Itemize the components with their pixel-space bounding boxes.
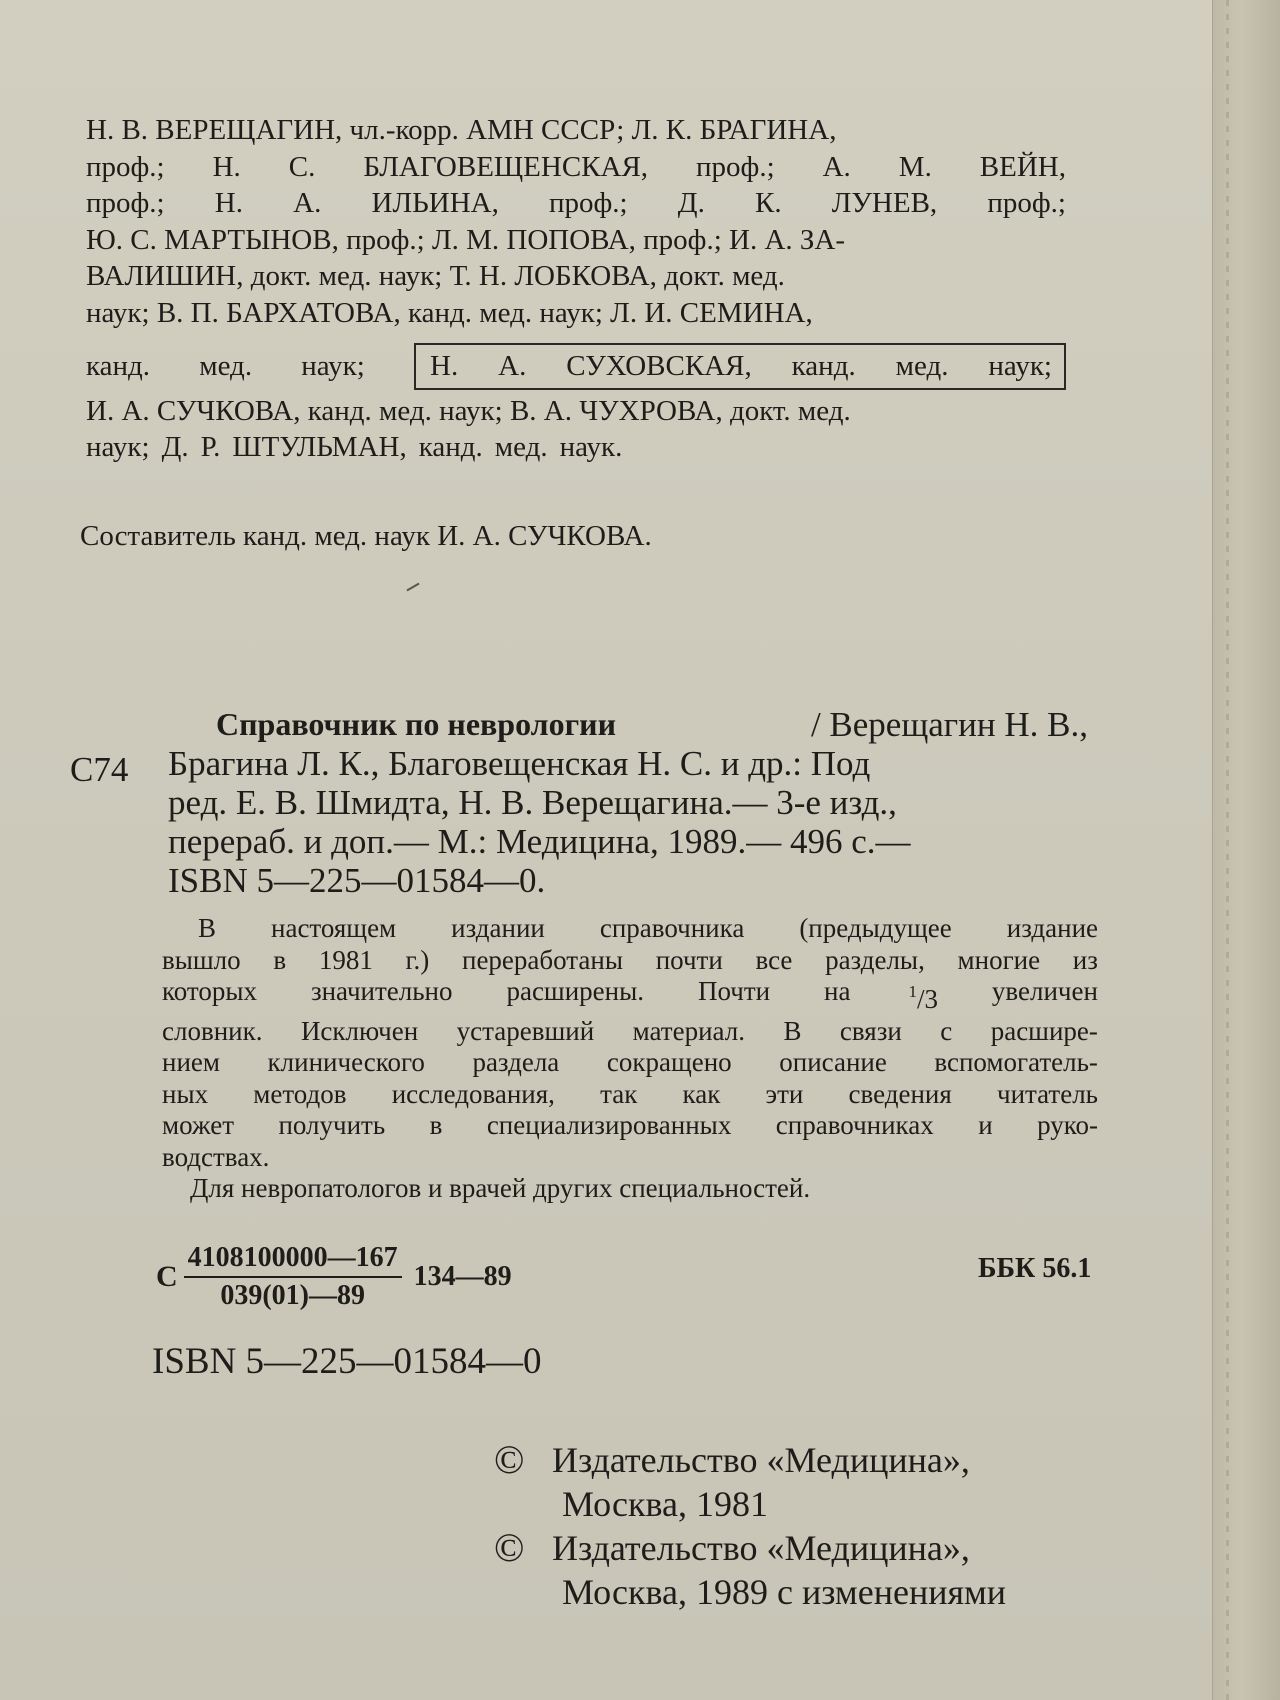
abstract-line: [162, 1047, 1098, 1079]
bib-line-1: [168, 705, 1088, 744]
authors-word: наук.: [559, 431, 623, 463]
authors-word: мед.: [895, 350, 949, 382]
index-tail: 134—89: [413, 1261, 512, 1292]
authors-text: ВАЛИШИН, докт. мед. наук; Т. Н. ЛОБКОВА, докт. мед.: [86, 260, 785, 292]
bib-line-2: [168, 744, 1088, 783]
abstract-word: читатель: [996, 1078, 1098, 1109]
authors-word: проф.;: [987, 187, 1066, 219]
bib-line-3: [168, 783, 1088, 822]
authors-word: канд.: [86, 350, 151, 382]
authors-word: ШТУЛЬМАН,: [232, 431, 407, 463]
page-edge-perforation: [1226, 0, 1229, 1700]
pencil-mark: [406, 583, 419, 592]
authors-word: Н.: [430, 350, 459, 382]
abstract-word: почти: [655, 944, 723, 975]
authors-word: мед.: [494, 431, 548, 463]
authors-word: А.: [498, 350, 527, 382]
abstract-word: переработаны: [462, 944, 623, 975]
abstract-word: все: [755, 944, 793, 975]
abstract-word: настоящем: [271, 913, 397, 943]
authors-text: наук; В. П. БАРХАТОВА, канд. мед. наук; Л. И. СЕМИНА,: [86, 296, 813, 329]
abstract-word: многие: [957, 944, 1041, 975]
abstract-word: методов: [253, 1078, 347, 1109]
abstract-word: связи: [839, 1015, 902, 1046]
authors-word: ЛУНЕВ,: [831, 187, 938, 219]
abstract-line: [162, 1142, 1098, 1174]
bibliographic-entry: [168, 705, 1088, 900]
index-fraction: [184, 1242, 402, 1312]
abstract-line: [162, 1110, 1098, 1142]
bib-line-5: [168, 861, 1088, 900]
authors-word: канд.: [791, 350, 856, 382]
abstract-word: справочниках: [775, 1110, 934, 1140]
authors-list: [86, 112, 1066, 466]
abstract-line: [162, 913, 1098, 945]
abstract-word: клинического: [267, 1047, 425, 1077]
abstract-line: [162, 945, 1098, 977]
audience-text: Для невропатологов и врачей других специальностей.: [190, 1173, 811, 1203]
copyright-publisher: Издательство «Медицина»,: [552, 1440, 970, 1480]
authors-word: Н.: [212, 150, 241, 183]
authors-text: Ю. С. МАРТЫНОВ, проф.; Л. М. ПОПОВА, проф.; И. А. ЗА-: [86, 223, 846, 256]
authors-line-2: [86, 149, 1066, 186]
abstract-word: на: [824, 976, 851, 1006]
audience-line: [162, 1173, 1098, 1205]
abstract-line: [162, 1079, 1098, 1111]
abstract-word: увеличен: [991, 976, 1098, 1006]
authors-word: Д.: [677, 187, 705, 219]
authors-word: Р.: [200, 431, 221, 463]
authors-text: Н. В. ВЕРЕЩАГИН, чл.-корр. АМН СССР; Л. К. БРАГИНА,: [86, 114, 837, 146]
authors-word: ВЕЙН,: [979, 150, 1066, 183]
bib-line-4: [168, 822, 1088, 861]
abstract-word: Почти: [697, 976, 771, 1006]
abstract-word: как: [682, 1078, 721, 1109]
abstract-word: раздела: [472, 1047, 560, 1077]
abstract-word: сведения: [848, 1078, 952, 1109]
bib-line-1-rest: / Верещагин Н. В.,: [810, 705, 1088, 744]
abstract-word: материал.: [632, 1015, 745, 1046]
copyright-block: [494, 1438, 1006, 1614]
authors-word: наук;: [301, 350, 365, 382]
library-code: С74: [70, 750, 129, 789]
authors-word: проф.;: [696, 150, 775, 183]
abstract-word: г.): [405, 944, 430, 975]
abstract-word: из: [1072, 944, 1098, 975]
authors-line-4: [86, 222, 1066, 259]
abstract-word: Исключен: [300, 1015, 419, 1046]
abstract-word: ных: [162, 1078, 209, 1109]
highlighted-author-box: [414, 343, 1066, 390]
copyright-city-year: Москва, 1989 с изменениями: [562, 1572, 1007, 1612]
abstract-word: 1981: [318, 944, 373, 975]
authors-line-8: [86, 393, 1066, 430]
copyright-publisher: Издательство «Медицина»,: [552, 1528, 970, 1568]
copyright-row-2: [494, 1526, 1006, 1570]
authors-word: проф.;: [86, 150, 165, 183]
copyright-row-1-city: [494, 1482, 1006, 1526]
abstract-word: нием: [162, 1047, 220, 1077]
one-third-fraction: $^1$/3: [908, 982, 938, 1014]
authors-line-5: [86, 258, 1066, 295]
authors-text: И. А. СУЧКОВА, канд. мед. наук; В. А. ЧУХРОВА, докт. мед.: [86, 394, 851, 427]
authors-line-1: [86, 112, 1066, 149]
abstract-text: водствах.: [162, 1141, 270, 1172]
abstract-word: вышло: [162, 944, 241, 975]
authors-word: проф.;: [86, 187, 165, 219]
authors-line-6: [86, 295, 1066, 332]
authors-word: М.: [898, 150, 932, 183]
isbn: ISBN 5—225—01584—0: [152, 1341, 542, 1382]
abstract-word: руко-: [1037, 1110, 1098, 1140]
index-denominator: 039(01)—89: [220, 1280, 365, 1311]
abstract-word: издании: [451, 913, 545, 943]
copyright-icon: ©: [494, 1437, 525, 1482]
abstract-word: в: [429, 1110, 443, 1140]
copyright-row-2-city: [494, 1570, 1006, 1614]
abstract-word: издание: [1006, 913, 1098, 943]
authors-line-9: [86, 429, 1066, 466]
abstract-word: так: [600, 1078, 638, 1109]
abstract-word: В: [198, 913, 217, 943]
bib-text: Брагина Л. К., Благовещенская Н. С. и др.: Под: [168, 744, 871, 783]
page-edge: [1212, 0, 1280, 1700]
abstract-word: расшире-: [990, 1015, 1098, 1046]
abstract: [162, 913, 1098, 1205]
authors-word: СУХОВСКАЯ,: [566, 350, 752, 382]
abstract-word: расширены.: [506, 976, 644, 1006]
abstract-word: эти: [765, 1078, 804, 1109]
authors-word: А.: [293, 187, 322, 219]
abstract-word: получить: [278, 1110, 386, 1140]
authors-word: мед.: [199, 350, 253, 382]
abstract-word: сокращено: [606, 1047, 732, 1077]
abstract-word: которых: [162, 976, 257, 1006]
abstract-word: вспомогатель-: [934, 1047, 1098, 1077]
abstract-word: с: [940, 1015, 953, 1046]
copyright-icon: ©: [494, 1525, 525, 1570]
abstract-word: устаревший: [456, 1015, 595, 1046]
index-code: [156, 1242, 512, 1312]
authors-word: ИЛЬИНА,: [371, 187, 499, 219]
authors-line-3: [86, 185, 1066, 222]
abstract-word: (предыдущее: [799, 913, 952, 943]
abstract-word: справочника: [599, 913, 745, 943]
index-letter: С: [156, 1260, 178, 1293]
compiler-line: Составитель канд. мед. наук И. А. СУЧКОВА.: [80, 520, 652, 552]
abstract-word: может: [162, 1110, 234, 1140]
bib-text: ред. Е. В. Шмидта, Н. В. Верещагина.— 3-е изд.,: [168, 783, 897, 822]
abstract-word: разделы,: [825, 944, 925, 975]
bbk-code: ББК 56.1: [978, 1253, 1092, 1284]
abstract-line: [162, 1016, 1098, 1048]
copyright-city-year: Москва, 1981: [562, 1484, 768, 1524]
index-numerator: 4108100000—167: [184, 1242, 402, 1278]
bib-text: перераб. и доп.— М.: Медицина, 1989.— 496 с.—: [168, 822, 911, 861]
abstract-word: исследования,: [391, 1078, 555, 1109]
authors-word: Д.: [161, 431, 189, 463]
authors-word: канд.: [418, 431, 483, 463]
authors-word: БЛАГОВЕЩЕНСКАЯ,: [363, 150, 649, 183]
authors-line-boxed: [86, 343, 1066, 390]
abstract-word: описание: [779, 1047, 887, 1077]
abstract-word: В: [783, 1015, 802, 1046]
authors-word: наук;: [988, 350, 1052, 382]
abstract-word: словник.: [162, 1015, 263, 1046]
authors-word: наук;: [86, 431, 150, 463]
authors-word: проф.;: [549, 187, 628, 219]
abstract-line: [162, 976, 1098, 1016]
bib-isbn: ISBN 5—225—01584—0.: [168, 861, 546, 900]
authors-word: К.: [754, 187, 782, 219]
book-title: Справочник по неврологии: [216, 706, 617, 742]
authors-word: А.: [822, 150, 851, 183]
abstract-word: значительно: [310, 976, 453, 1006]
authors-word: С.: [288, 150, 316, 183]
abstract-word: в: [273, 944, 287, 975]
copyright-row-1: [494, 1438, 1006, 1482]
abstract-word: специализированных: [486, 1110, 732, 1140]
abstract-word: и: [978, 1110, 993, 1140]
authors-word: Н.: [214, 187, 243, 219]
